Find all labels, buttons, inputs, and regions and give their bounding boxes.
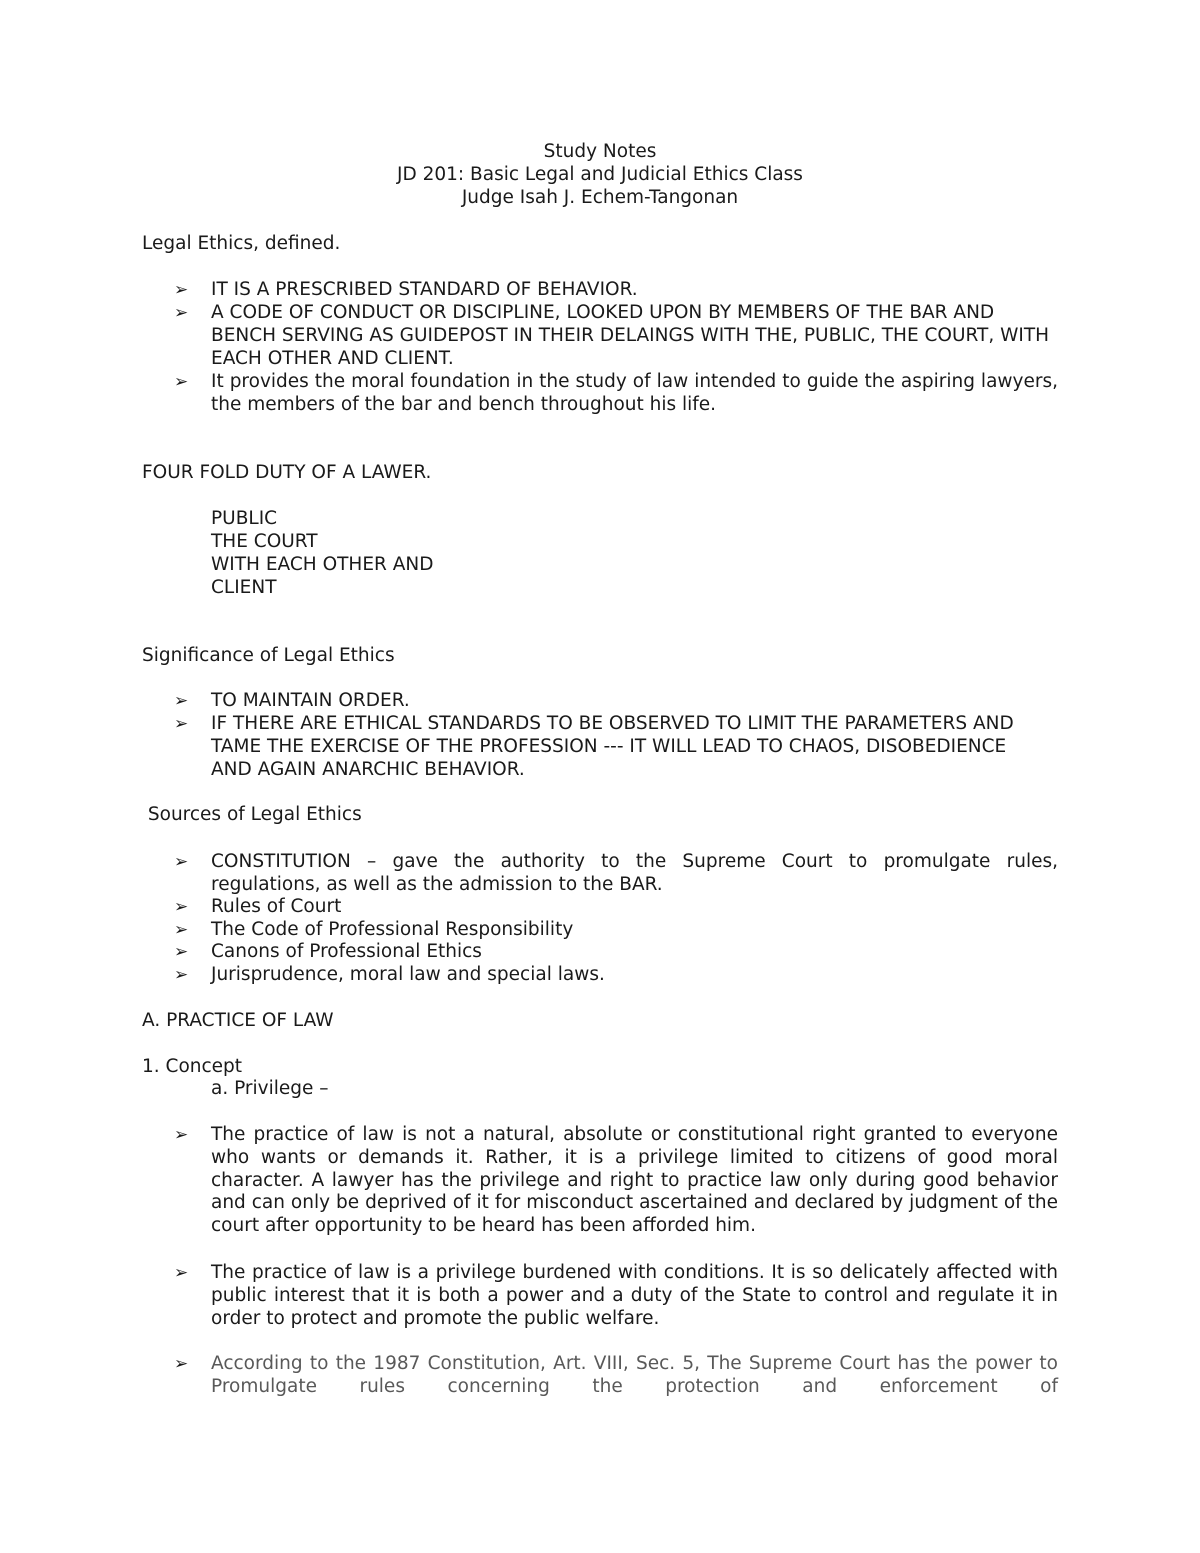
- list-item: [174, 713, 1058, 781]
- list-item-text: The practice of law is a privilege burdened with conditions. It is so delicately affected with public interest that it is both a power and a duty of the State to control and regulate it in order to protect and promote the public welfare.: [211, 1262, 1058, 1329]
- list-item-text: CONSTITUTION – gave the authority to the Supreme Court to promulgate rules, regulations, as well as the admission to the BAR.: [211, 851, 1058, 895]
- section-heading-sources: Sources of Legal Ethics: [142, 804, 362, 825]
- arrow-bullet-icon: ➢: [174, 714, 189, 734]
- section-heading-fourfold-duty: FOUR FOLD DUTY OF A LAWER.: [142, 462, 432, 483]
- duty-line: PUBLIC: [211, 508, 278, 529]
- list-item: [174, 279, 1058, 302]
- list-item-text: Rules of Court: [211, 896, 342, 917]
- arrow-bullet-icon: ➢: [174, 1263, 189, 1283]
- subheading-privilege: a. Privilege –: [211, 1078, 329, 1099]
- arrow-bullet-icon: ➢: [174, 965, 189, 985]
- list-item-text: IT IS A PRESCRIBED STANDARD OF BEHAVIOR.: [211, 279, 638, 300]
- list-item-text: It provides the moral foundation in the study of law intended to guide the aspiring lawyers, the members of the bar and bench throughout his life.: [211, 371, 1058, 415]
- list-item-text: IF THERE ARE ETHICAL STANDARDS TO BE OBSERVED TO LIMIT THE PARAMETERS AND TAME THE EXERCISE OF THE PROFESSION --- IT WILL LEAD TO CHAOS, DISOBEDIENCE AND AGAIN ANARCHIC BEHAVIOR.: [211, 713, 1014, 780]
- list-item-text: According to the 1987 Constitution, Art. VIII, Sec. 5, The Supreme Court has the power to Promulgate rules concerning the protection and enforcement of: [211, 1353, 1058, 1397]
- list-item: [174, 964, 1058, 987]
- arrow-bullet-icon: ➢: [174, 1125, 189, 1145]
- list-item: [174, 690, 1058, 713]
- arrow-bullet-icon: ➢: [174, 920, 189, 940]
- course-title: JD 201: Basic Legal and Judicial Ethics Class: [397, 164, 803, 185]
- list-item: [174, 896, 1058, 919]
- list-item: [174, 1124, 1058, 1238]
- arrow-bullet-icon: ➢: [174, 1354, 189, 1374]
- list-item-text: The Code of Professional Responsibility: [211, 919, 574, 940]
- arrow-bullet-icon: ➢: [174, 691, 189, 711]
- list-item-text: TO MAINTAIN ORDER.: [211, 690, 410, 711]
- document-title: Study Notes: [543, 141, 657, 162]
- arrow-bullet-icon: ➢: [174, 303, 189, 323]
- arrow-bullet-icon: ➢: [174, 852, 189, 872]
- arrow-bullet-icon: ➢: [174, 942, 189, 962]
- list-item: [174, 851, 1058, 897]
- list-item: [174, 371, 1058, 417]
- list-item-text: A CODE OF CONDUCT OR DISCIPLINE, LOOKED UPON BY MEMBERS OF THE BAR AND BENCH SERVING AS GUIDEPOST IN THEIR DELAINGS WITH THE, PUBLIC, THE COURT, WITH EACH OTHER AND CLIENT.: [211, 302, 1050, 369]
- section-heading-legal-ethics: Legal Ethics, defined.: [142, 233, 341, 254]
- duty-line: THE COURT: [211, 531, 318, 552]
- duty-line: WITH EACH OTHER AND: [211, 554, 434, 575]
- author-line: Judge Isah J. Echem-Tangonan: [461, 187, 739, 208]
- arrow-bullet-icon: ➢: [174, 897, 189, 917]
- list-item-text: The practice of law is not a natural, absolute or constitutional right granted to everyone who wants or demands it. Rather, it is a privilege limited to citizens of good moral character. A lawyer has the privilege and right to practice law only during good behavior and can only be deprived of it for misconduct ascertained and declared by judgment of the court after opportunity to be heard has been afforded him.: [211, 1124, 1058, 1237]
- list-item: [174, 1353, 1058, 1399]
- arrow-bullet-icon: ➢: [174, 280, 189, 300]
- list-item: [174, 941, 1058, 964]
- list-item: [174, 1262, 1058, 1330]
- list-item-text: Jurisprudence, moral law and special laws.: [211, 964, 605, 985]
- section-heading-practice-of-law: A. PRACTICE OF LAW: [142, 1010, 334, 1031]
- duty-line: CLIENT: [211, 577, 277, 598]
- arrow-bullet-icon: ➢: [174, 372, 189, 392]
- subheading-concept: 1. Concept: [142, 1056, 243, 1077]
- list-item: [174, 919, 1058, 942]
- list-item: [174, 302, 1058, 370]
- list-item-text: Canons of Professional Ethics: [211, 941, 482, 962]
- section-heading-significance: Significance of Legal Ethics: [142, 645, 395, 666]
